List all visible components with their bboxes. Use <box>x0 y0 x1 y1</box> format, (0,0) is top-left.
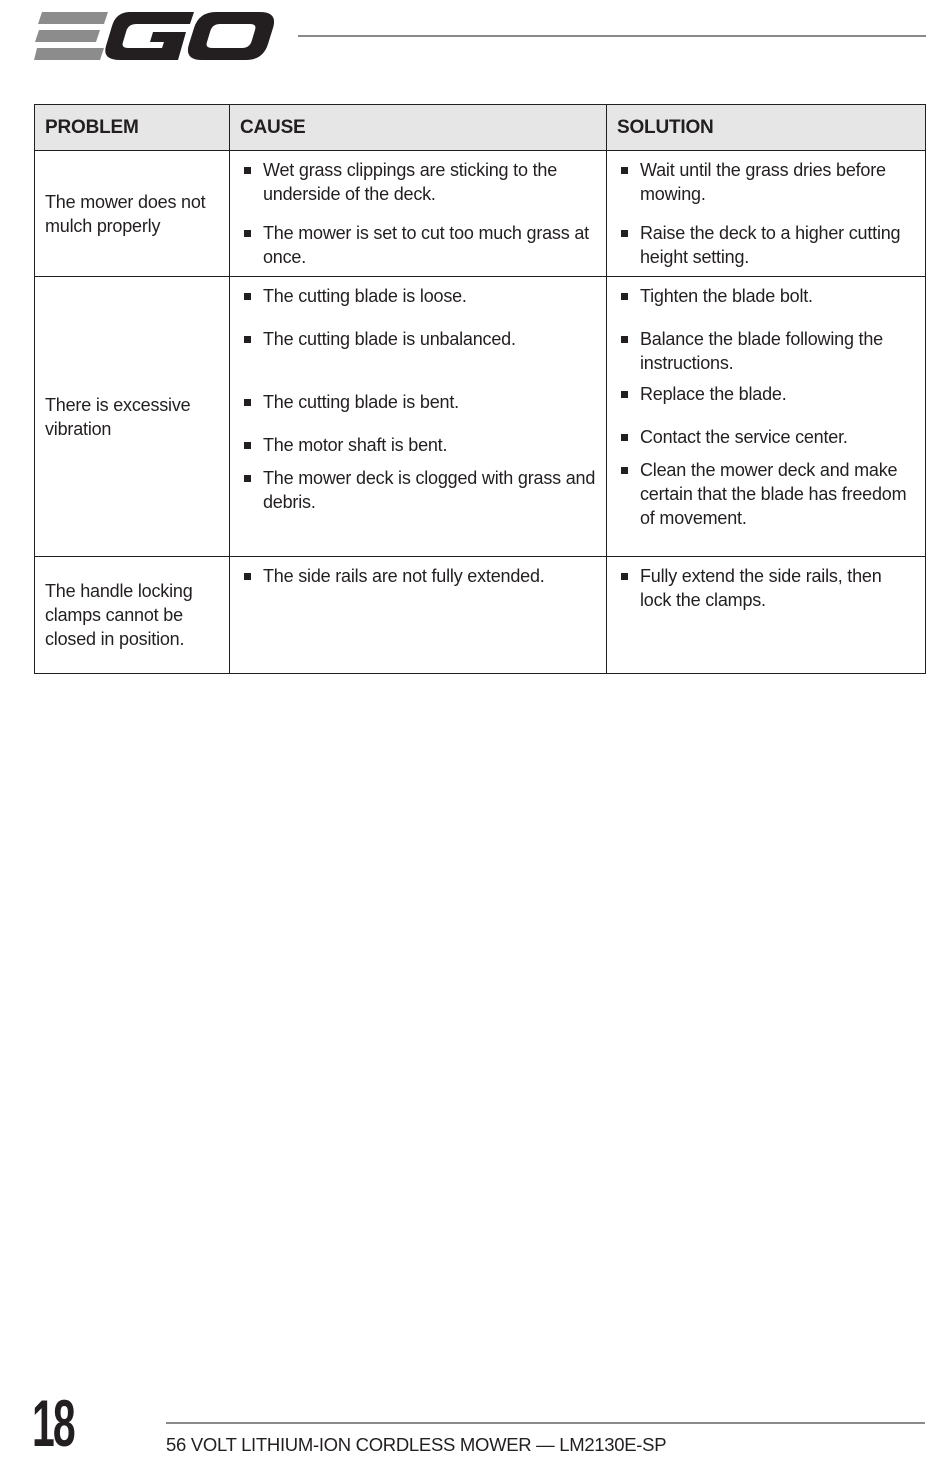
bullet-icon <box>621 167 628 174</box>
cause-item: The side rails are not fully extended. <box>242 564 596 588</box>
table-row <box>35 277 926 557</box>
cause-item: The mower deck is clogged with grass and debris. <box>242 466 596 514</box>
table-row <box>35 557 926 674</box>
solution-item: Balance the blade following the instructions. <box>619 327 915 375</box>
solution-item: Fully extend the side rails, then lock the clamps. <box>619 564 915 612</box>
cause-item: The cutting blade is bent. <box>242 390 596 414</box>
cause-item: The motor shaft is bent. <box>242 433 596 457</box>
bullet-icon <box>244 293 251 300</box>
cause-item: The mower is set to cut too much grass at once. <box>242 221 596 269</box>
solution-item: Contact the service center. <box>619 425 915 449</box>
bullet-icon <box>244 475 251 482</box>
solution-item: Wait until the grass dries before mowing. <box>619 158 915 206</box>
troubleshooting-table <box>34 104 926 674</box>
table-row <box>35 151 926 277</box>
bullet-icon <box>621 467 628 474</box>
bullet-icon <box>621 391 628 398</box>
cause-item: Wet grass clippings are sticking to the underside of the deck. <box>242 158 596 206</box>
header-solution: SOLUTION <box>607 105 926 151</box>
bullet-icon <box>621 293 628 300</box>
solution-item: Tighten the blade bolt. <box>619 284 915 308</box>
cause-item: The cutting blade is unbalanced. <box>242 327 596 351</box>
cause-cell <box>230 277 607 557</box>
cause-cell <box>230 557 607 674</box>
table-header-row <box>35 105 926 151</box>
bullet-icon <box>621 573 628 580</box>
bullet-icon <box>244 336 251 343</box>
bullet-icon <box>244 399 251 406</box>
cause-item: The cutting blade is loose. <box>242 284 596 308</box>
header-problem: PROBLEM <box>35 105 230 151</box>
ego-logo <box>34 10 274 62</box>
bullet-icon <box>244 167 251 174</box>
bullet-icon <box>621 434 628 441</box>
bullet-icon <box>244 442 251 449</box>
solution-cell <box>607 277 926 557</box>
bullet-icon <box>621 230 628 237</box>
solution-cell <box>607 151 926 277</box>
bullet-icon <box>244 573 251 580</box>
header-cause: CAUSE <box>230 105 607 151</box>
problem-cell: The handle locking clamps cannot be closed in position. <box>35 557 230 674</box>
bullet-icon <box>621 336 628 343</box>
page-number: 18 <box>32 1386 74 1460</box>
problem-cell: The mower does not mulch properly <box>35 151 230 277</box>
bullet-icon <box>244 230 251 237</box>
footer-rule <box>166 1422 925 1424</box>
solution-item: Raise the deck to a higher cutting height setting. <box>619 221 915 269</box>
cause-cell <box>230 151 607 277</box>
solution-item: Replace the blade. <box>619 382 915 406</box>
header-rule <box>298 35 926 37</box>
footer-title: 56 VOLT LITHIUM-ION CORDLESS MOWER — LM2130E-SP <box>166 1434 667 1455</box>
problem-cell: There is excessive vibration <box>35 277 230 557</box>
solution-item: Clean the mower deck and make certain that the blade has freedom of movement. <box>619 458 915 530</box>
solution-cell <box>607 557 926 674</box>
